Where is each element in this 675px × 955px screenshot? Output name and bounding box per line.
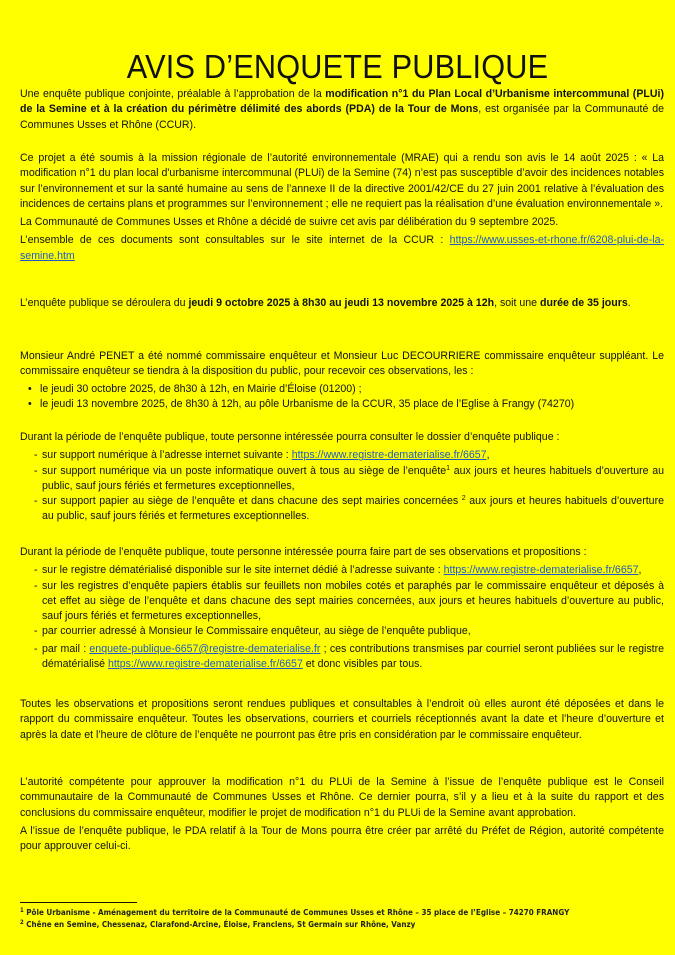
observations-intro: Durant la période de l’enquête publique, toute personne intéressée pourra faire part de ses observations et propositions :: [20, 546, 587, 558]
intro-paragraph: Une enquête publique conjointe, préalable à l’approbation de la modification n°1 du Plan Local d’Urbanisme intercommunal (PLUi) de la Semine et à la création du périmètre délimité des abords (PDA) de la Tour de Mons, est organisée par la Communauté de Communes Usses et Rhône (CCUR).: [20, 88, 665, 131]
consultation-intro: Durant la période de l’enquête publique, toute personne intéressée pourra consulter le dossier d’enquête publique :: [20, 431, 560, 443]
footnote-item: $^2$ Chêne en Semine, Chessenaz, Clarafond-Arcine, Éloise, Franclens, St Germain sur Rhône, Vanzy: [20, 919, 416, 929]
ccur-decision: La Communauté de Communes Usses et Rhône a décidé de suivre cet avis par délibération du 9 septembre 2025.: [20, 216, 559, 229]
footnote-item: $^1$ Pôle Urbanisme - Aménagement du territoire de la Communauté de Communes Usses et Rhône – 35 place de l’Eglise – 74270 FRANGY: [20, 907, 570, 917]
ccur-plui-link[interactable]: https://www.usses-et-rhone.fr/6208-plui-de-la-semine.htm: [20, 234, 664, 262]
registry-link[interactable]: https://www.registre-dematerialise.fr/6657: [443, 564, 639, 577]
permanence-item: • le jeudi 30 octobre 2025, de 8h30 à 12h, en Mairie d’Éloise (01200) ;: [20, 382, 664, 397]
page-title: AVIS D’ENQUETE PUBLIQUE: [126, 48, 549, 86]
consultation-item: - sur support papier au siège de l’enquête et dans chacune des sept mairies concernées $^2$ aux jours et heures habituels d’ouverture au public, sauf jours fériés et fermetures exceptionnelles.: [20, 494, 664, 525]
permanence-item: • le jeudi 13 novembre 2025, de 8h30 à 12h, au pôle Urbanisme de la CCUR, 35 place de l’Eglise à Frangy (74270): [20, 397, 664, 412]
consultation-item: - sur support numérique à l’adresse internet suivante : https://www.registre-dematerialise.fr/6657,: [20, 448, 664, 463]
email-link[interactable]: enquete-publique-6657@registre-dematerialise.fr: [89, 642, 321, 655]
registry-link[interactable]: https://www.registre-dematerialise.fr/6657: [291, 449, 487, 462]
commissioner-text: Monsieur André PENET a été nommé commissaire enquêteur et Monsieur Luc DECOURRIERE commissaire enquêteur suppléant. Le commissaire enquêteur se tiendra à la disposition du public, pour recevoir ces observations, les :: [20, 350, 664, 378]
authority-pda: A l’issue de l’enquête publique, le PDA relatif à la Tour de Mons pourra être créer par arrêté du Préfet de Région, autorité compétente pour approuver celui-ci.: [20, 824, 664, 853]
footnotes: [20, 907, 596, 931]
permanence-list: [20, 382, 664, 413]
consultation-section: [20, 430, 664, 525]
consultation-list: [20, 448, 664, 524]
authority-plui: L’autorité compétente pour approuver la modification n°1 du PLUi de la Semine à l’issue de l’enquête publique est le Conseil communautaire de la Communauté de Communes Usses et Rhône. Ce dernier pourra, s’il y a lieu et à la suite du rapport et des conclusions du commissaire enquêteur, modifier le projet de modification n°1 du PLUi de la Semine avant approbation.: [20, 776, 664, 819]
footnote-divider: [20, 902, 137, 903]
footnote-ref: 2: [461, 495, 466, 503]
observation-item: - par courrier adressé à Monsieur le Commissaire enquêteur, au siège de l’enquête publique,: [20, 624, 664, 639]
inquiry-dates: L’enquête publique se déroulera du jeudi 9 octobre 2025 à 8h30 au jeudi 13 novembre 2025 à 12h, soit une durée de 35 jours.: [20, 297, 631, 309]
project-name: modification n°1 du Plan Local d’Urbanisme intercommunal (PLUi) de la Semine et à la création du périmètre délimité des abords (PDA) de la Tour de Mons: [20, 88, 664, 116]
mrae-opinion: Ce projet a été soumis à la mission régionale de l’autorité environnementale (MRAE) qui a rendu son avis le 14 août 2025 : « La modification n°1 du plan local d'urbanisme intercommunal (PLUi) de la Semine (74) n’est pas susceptible d’avoir des incidences notables sur l’environnement et sur la santé humaine au sens de l’annexe II de la directive 2001/42/CE du 27 juin 2001 relative à l’évaluation des incidences de certains plans et programmes sur l’environnement ; elle ne requiert pas la réalisation d’une évaluation environnementale ».: [20, 152, 664, 210]
observations-list: [20, 563, 664, 672]
mrae-section: [20, 151, 664, 264]
observation-item: - par mail : enquete-publique-6657@registre-dematerialise.fr ; ces contributions transmises par courriel seront publiées sur le registre dématérialisé https://www.registre-dematerialise.fr/6657 et donc visibles par tous.: [20, 642, 664, 673]
documents-availability: L’ensemble de ces documents sont consultables sur le site internet de la CCUR : https://www.usses-et-rhone.fr/6208-plui-de-la-semine.htm: [20, 234, 664, 262]
registry-link[interactable]: https://www.registre-dematerialise.fr/6657: [107, 658, 303, 671]
observation-item: - sur le registre dématérialisé disponible sur le site internet dédié à l’adresse suivante : https://www.registre-dematerialise.fr/6657,: [20, 563, 664, 578]
commissioner-section: [20, 349, 664, 412]
authority-section: [20, 775, 664, 854]
observations-section: [20, 545, 664, 672]
consultation-item: - sur support numérique via un poste informatique ouvert à tous au siège de l’enquête$^1$ aux jours et heures habituels d’ouverture au public, sauf jours fériés et fermetures exceptionnelles,: [20, 464, 664, 495]
publicity-paragraph: Toutes les observations et propositions seront rendues publiques et consultables à l’endroit où elles auront été déposées et dans le rapport du commissaire enquêteur. Toutes les observations, courriers et courriels réceptionnés avant la date et l’heure d’ouverture et après la date et l’heure de clôture de l’enquête ne pourront pas être pris en considération par le commissaire enquêteur.: [20, 698, 664, 741]
footnote-ref: 1: [446, 464, 451, 472]
observation-item: - sur les registres d’enquête papiers établis sur feuillets non mobiles cotés et paraphés par le commissaire enquêteur et déposés à cet effet au siège de l’enquête et dans chacune des sept mairies concernées, aux jours et heures habituels d’ouverture au public, sauf jours fériés et fermetures exceptionnelles,: [20, 579, 664, 625]
